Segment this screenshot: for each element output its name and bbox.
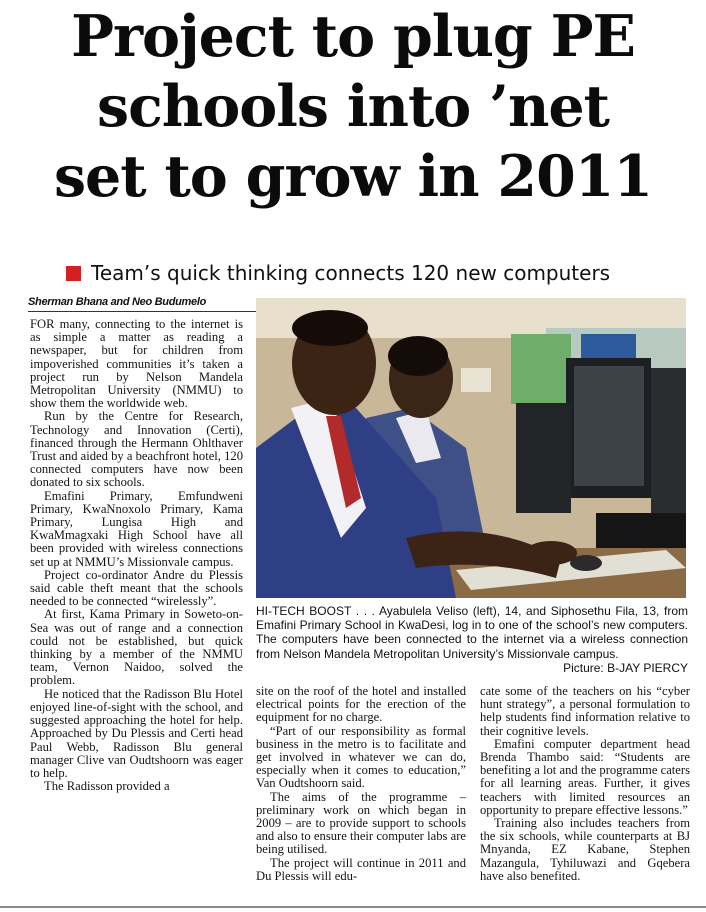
paragraph: He noticed that the Radisson Blu Hotel enjoyed line-of-sight with the school, and suggested approaching the hotel for help. Approached by Du Plessis and Certi head Paul Webb, Radisson Blu general manager Clive van Oudtshoorn was eager to help. (30, 686, 243, 780)
page-bottom-edge (0, 906, 706, 908)
paragraph: Emafini Primary, Emfundweni Primary, KwaNnoxolo Primary, Kama Primary, Lungisa High and KwaMmagxaki High School have all been provided with wireless connections set up at NMMU’s Missionvale campus. (30, 488, 243, 569)
paragraph: At first, Kama Primary in Soweto-on-Sea was out of range and a connection could not be established, but quick thinking by a member of the NMMU team, Vernon Naidoo, solved the problem. (30, 607, 243, 688)
photo-credit: Picture: B-JAY PIERCY (563, 660, 688, 675)
paragraph: Project co-ordinator Andre du Plessis said cable theft meant that the schools needed to be connected “wirelessly”. (30, 567, 243, 609)
byline: Sherman Bhana and Neo Budumelo (28, 296, 207, 308)
paragraph: site on the roof of the hotel and installed electrical points for the erection of the equipment for no charge. (256, 684, 466, 725)
article-column-2 (256, 685, 466, 883)
paragraph: The aims of the programme – preliminary work on which began in 2009 – are to provide support to schools and also to ensure their computer labs are being utilised. (256, 789, 466, 857)
headline-line-3: set to grow in 2011 (53, 143, 653, 210)
paragraph: Run by the Centre for Research, Technology and Innovation (Certi), financed through the Hermann Ohlthaver Trust and aided by a beachfront hotel, 120 connected computers have now been donated to six schools. (30, 409, 243, 490)
paragraph: Training also includes teachers from the six schools, while counterparts at BJ Mnyanda, EZ Kabane, Stephen Mazangula, Tyhiluwazi and Gqebera have also benefited. (480, 816, 690, 883)
headline-line-1: Project to plug PE (71, 3, 635, 70)
article-column-3 (480, 685, 690, 883)
news-photo (256, 298, 686, 598)
byline-divider (28, 311, 256, 312)
paragraph: The Radisson provided a (44, 779, 170, 794)
paragraph: cate some of the teachers on his “cyber hunt strategy”, a personal formulation to help students find information relative to their cognitive levels. (480, 684, 690, 738)
photo-caption (256, 604, 688, 675)
bullet-square-icon (66, 266, 81, 281)
paragraph: FOR many, connecting to the internet is as simple a matter as reading a newspaper, but for children from impoverished communities it’s taken a project run by Nelson Mandela Metropolitan University (NMMU) to show them the worldwide web. (30, 317, 243, 411)
subheadline-text: Team’s quick thinking connects 120 new computers (91, 261, 611, 285)
paragraph: “Part of our responsibility as formal business in the metro is to facilitate and get involved in whatever we can do, especially when it comes to education,” Van Oudtshoorn said. (256, 723, 466, 791)
paragraph: The project will continue in 2011 and Du Plessis will edu- (256, 855, 466, 883)
paragraph: Emafini computer department head Brenda Thambo said: “Students are benefiting a lot and the programme caters for all learning areas. Further, it gives teachers with limited resources an opportunity to prepare effective lessons.” (480, 736, 690, 817)
caption-text: HI-TECH BOOST . . . Ayabulela Veliso (left), 14, and Siphosethu Fila, 13, from Emafini Primary School in KwaDesi, log in to one of the school’s new computers. The computers have been connected to the internet via a wireless connection from Nelson Mandela Metropolitan University’s Missionvale campus. (256, 604, 688, 661)
article-column-1 (30, 318, 243, 793)
headline (0, 2, 706, 212)
subheadline (66, 259, 610, 287)
headline-line-2: schools into ’net (96, 73, 610, 140)
